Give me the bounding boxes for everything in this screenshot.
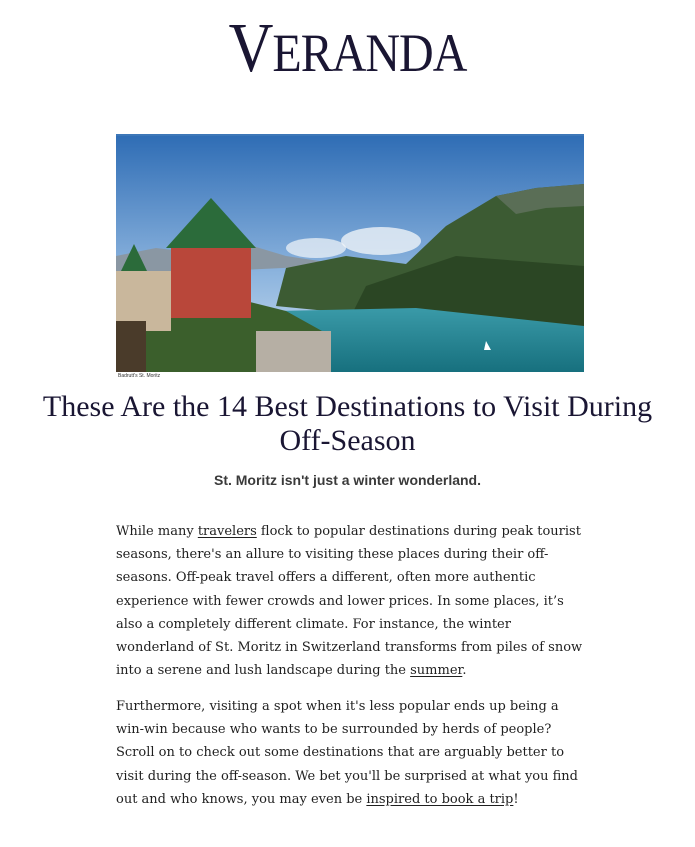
hero-image xyxy=(116,134,584,372)
photo-credit: Badrutt's St. Moritz xyxy=(118,373,161,379)
veranda-logo[interactable]: VERANDA xyxy=(228,10,467,87)
travelers-link[interactable]: travelers xyxy=(197,524,257,539)
article-headline: These Are the 14 Best Destinations to Visit During Off-Season xyxy=(42,390,653,457)
body-paragraph-2: Furthermore, visiting a spot when it's less popular ends up being a win-win because who wants to be surrounded by herds of people? Scroll on to check out some destinations that are arguably better to visit during the off-season. We bet you'll be surprised at what you find out and who knows, you may even be inspired to book a trip! xyxy=(116,699,578,807)
article-dek: St. Moritz isn't just a winter wonderland. xyxy=(213,472,481,488)
body-paragraph-1: While many travelers flock to popular destinations during peak tourist seasons, there's an allure to visiting these places during their off-seasons. Off-peak travel offers a different, often more authentic experience with fewer crowds and lower prices. In some places, it’s also a completely different climate. For instance, the winter wonderland of St. Moritz in Switzerland transforms from piles of snow into a serene and lush landscape during the summer. xyxy=(116,524,583,679)
book-a-trip-link[interactable]: inspired to book a trip xyxy=(366,791,514,807)
st-moritz-photo xyxy=(116,136,584,372)
summer-link[interactable]: summer xyxy=(410,663,463,679)
